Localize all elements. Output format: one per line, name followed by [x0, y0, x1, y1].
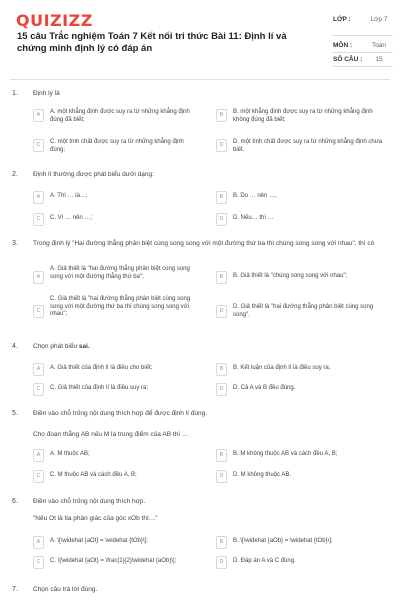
meta-divider — [333, 66, 393, 67]
option-text: A. một khẳng định được suy ra từ những khẳng định đúng đã biết; — [50, 109, 190, 123]
option-letter: C — [33, 139, 44, 152]
question-number: 3. — [12, 240, 18, 247]
question-text: Trong định lý "Hai đường thẳng phân biệt cùng song song với một đường thứ ba thì chúng song song với nhau", thì có — [33, 240, 375, 247]
meta-count-value: 15 — [375, 56, 383, 63]
option-text: A. \[\widehat {aOt} = \widehat {tOb}\]; — [50, 538, 148, 544]
option-letter: A — [33, 363, 44, 376]
option-letter: B — [216, 109, 227, 122]
option-letter: D — [216, 383, 227, 396]
option-letter: A — [33, 449, 44, 462]
worksheet-title: 15 câu Trắc nghiệm Toán 7 Kết nối tri thức Bài 11: Định lí và chứng minh định lý có đáp án — [17, 31, 287, 54]
option-letter: B — [216, 191, 227, 204]
option-letter: C — [33, 305, 44, 318]
option-letter: A — [33, 109, 44, 122]
question-number: 5. — [12, 410, 18, 417]
header-divider — [10, 79, 390, 80]
question-text: Định lí thường được phát biểu dưới dạng: — [33, 171, 154, 178]
question-number: 6. — [12, 498, 18, 505]
meta-divider — [333, 52, 393, 53]
option-text: B. Giả thiết là "chúng song song với nhau"; — [233, 273, 348, 279]
option-text: C. Giả thiết của định lí là điều suy ra; — [50, 385, 149, 391]
option-text: A. M thuộc AB; — [50, 451, 90, 457]
meta-class-value: Lớp 7 — [370, 16, 388, 23]
question-text-emphasis: sai. — [78, 343, 90, 350]
worksheet-header — [0, 0, 400, 78]
option-text: B. một khẳng định được suy ra từ những khẳng định không đúng đã biết; — [233, 109, 373, 123]
question-number: 7. — [12, 586, 18, 593]
option-text: B. M không thuộc AB và cách đều A, B; — [233, 451, 338, 457]
quizizz-logo: QUIZIZZ — [16, 11, 93, 30]
option-text: C. một tính chất được suy ra từ những khẳng định đúng; — [50, 139, 184, 153]
option-letter: C — [33, 556, 44, 569]
option-letter: C — [33, 213, 44, 226]
option-letter: A — [33, 536, 44, 549]
question-subtext: Cho đoạn thẳng AB nếu M là trung điểm của AB thì … — [33, 431, 189, 438]
option-letter: A — [33, 271, 44, 284]
option-letter: D — [216, 213, 227, 226]
option-text: B. Do … nên …, — [233, 193, 277, 199]
option-text: D. Đáp án A và C đúng. — [233, 558, 296, 564]
question-number: 2. — [12, 171, 18, 178]
question-text-part: Chọn phát biểu — [33, 343, 79, 350]
meta-count-label: SỐ CÂU : — [333, 56, 363, 63]
question-text: Điền vào chỗ trống nội dung thích hợp để được định lí đúng. — [33, 410, 208, 417]
question-text — [33, 343, 388, 352]
option-letter: D — [216, 139, 227, 152]
option-letter: C — [33, 383, 44, 396]
meta-count — [333, 55, 393, 67]
option-letter: B — [216, 363, 227, 376]
option-text: A. Giả thiết là "hai đường thẳng phân biệt cùng song song với một đường thẳng thứ ba"; — [50, 266, 190, 280]
option-letter: D — [216, 305, 227, 318]
option-text: C. Vì … nên …; — [50, 215, 93, 221]
option-text: B. \[\widehat {aOb} = \widehat {tOb}\]; — [233, 538, 333, 544]
meta-divider — [333, 35, 393, 36]
option-text: D. Giả thiết là "hai đường thẳng phân biệt cùng song song". — [233, 304, 374, 318]
option-letter: C — [33, 470, 44, 483]
option-text: C. \[\widehat {aOt} = \frac{1}{2}\widehat {aOb}\]; — [50, 558, 177, 564]
option-letter: D — [216, 556, 227, 569]
question-text: Định lý là — [33, 90, 60, 97]
question-subtext: "Nếu Ot là tia phân giác của góc xOb thì…" — [33, 515, 158, 522]
option-text: D. một tính chất được suy ra từ những khẳng định chưa biết. — [233, 139, 383, 153]
question-text: Chọn câu trả lời đúng. — [33, 586, 98, 593]
option-letter: D — [216, 470, 227, 483]
meta-subject-label: MÔN : — [333, 42, 353, 49]
meta-subject-value: Toán — [371, 42, 387, 49]
option-letter: A — [33, 191, 44, 204]
option-text: A. Giả thiết của định lí là điều cho biết; — [50, 365, 153, 371]
option-text: A. Thì … là…; — [50, 193, 88, 199]
option-letter: B — [216, 271, 227, 284]
option-letter: B — [216, 449, 227, 462]
option-text: D. Cả A và B đều đúng. — [233, 385, 296, 391]
option-text: C. M thuộc AB và cách đều A, B; — [50, 472, 137, 478]
meta-subject — [333, 41, 393, 53]
option-text: D. Nếu… thì … — [233, 215, 274, 221]
option-text: C. Giả thiết là "hai đường thẳng phân biệt cùng song song với một đường thứ ba thì chúng song song với nhau"; — [50, 296, 191, 317]
question-number: 4. — [12, 343, 18, 350]
option-text: B. Kết luận của định lí là điều suy ra; — [233, 365, 331, 371]
option-text: D. M không thuộc AB. — [233, 472, 292, 478]
option-letter: B — [216, 536, 227, 549]
question-number: 1. — [12, 90, 18, 97]
meta-class — [333, 14, 393, 36]
question-text: Điền vào chỗ trống nội dung thích hợp. — [33, 498, 146, 505]
meta-class-label: LỚP : — [333, 16, 351, 23]
